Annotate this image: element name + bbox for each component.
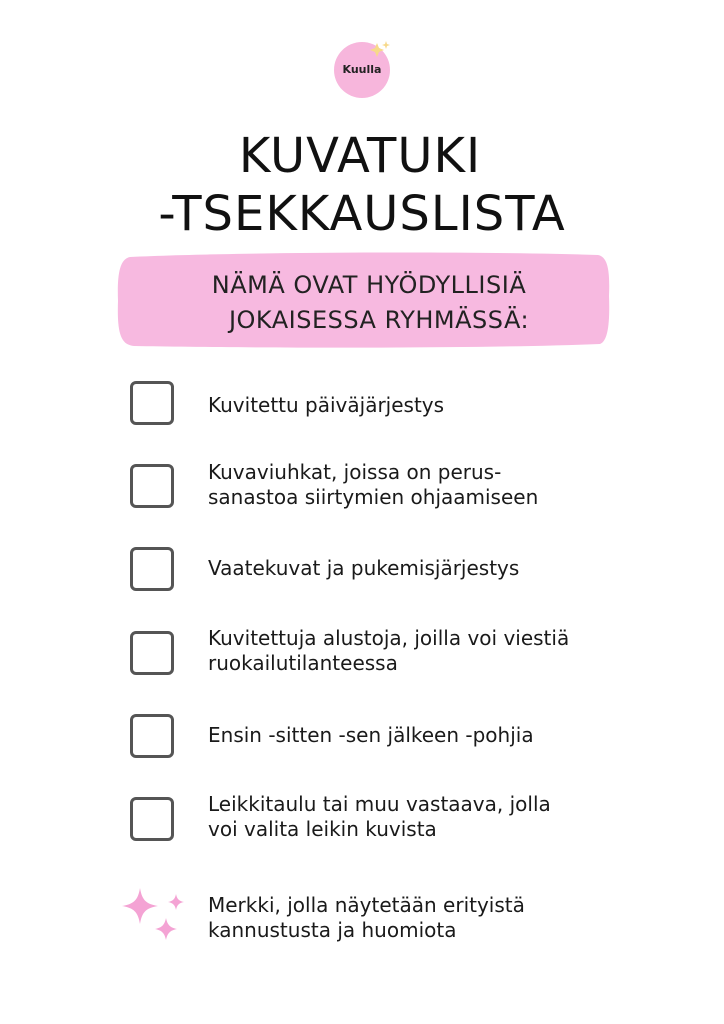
checkbox-2[interactable] bbox=[130, 464, 174, 508]
kuulla-logo bbox=[333, 41, 391, 99]
banner-text-line-1: NÄMÄ OVAT HYÖDYLLISIÄ bbox=[211, 271, 527, 299]
checklist-item-4-line-1: Kuvitettuja alustoja, joilla voi viestiä bbox=[208, 626, 570, 650]
checklist-item-6-line-2: voi valita leikin kuvista bbox=[208, 817, 437, 841]
checklist-item-5 bbox=[208, 723, 534, 748]
checklist-item-3 bbox=[208, 556, 519, 581]
checklist-item-5-line-1: Ensin -sitten -sen jälkeen -pohjia bbox=[208, 723, 534, 747]
sparkles-icon bbox=[118, 884, 188, 944]
checklist-item-1 bbox=[208, 393, 444, 418]
highlight-banner bbox=[116, 251, 610, 349]
special-item-line-2: kannustusta ja huomiota bbox=[208, 918, 457, 942]
page-title-line-1: KUVATUKI bbox=[238, 128, 482, 184]
checklist-item-2-line-2: sanastoa siirtymien ohjaamiseen bbox=[208, 485, 539, 509]
special-item-line-1: Merkki, jolla näytetään erityistä bbox=[208, 893, 525, 917]
checklist-item-3-line-1: Vaatekuvat ja pukemisjärjestys bbox=[208, 556, 520, 580]
checkbox-4[interactable] bbox=[130, 631, 174, 675]
page-title-line-2: -TSEKKAUSLISTA bbox=[158, 186, 566, 242]
brush-stroke-shape bbox=[116, 251, 610, 349]
checklist-item-2 bbox=[208, 460, 538, 510]
checklist-item-4 bbox=[208, 626, 569, 676]
checklist-item-6-line-1: Leikkitaulu tai muu vastaava, jolla bbox=[208, 792, 551, 816]
checkbox-6[interactable] bbox=[130, 797, 174, 841]
banner-text-line-2: JOKAISESSA RYHMÄSSÄ: bbox=[228, 306, 530, 334]
checklist-item-2-line-1: Kuvaviuhkat, joissa on perus- bbox=[208, 460, 502, 484]
checklist-item-1-line-1: Kuvitettu päiväjärjestys bbox=[208, 393, 445, 417]
special-item bbox=[208, 893, 525, 943]
checkbox-5[interactable] bbox=[130, 714, 174, 758]
logo-text: Kuulla bbox=[342, 63, 382, 76]
checkbox-3[interactable] bbox=[130, 547, 174, 591]
checklist-item-6 bbox=[208, 792, 551, 842]
checkbox-1[interactable] bbox=[130, 381, 174, 425]
checklist-item-4-line-2: ruokailutilanteessa bbox=[208, 651, 398, 675]
